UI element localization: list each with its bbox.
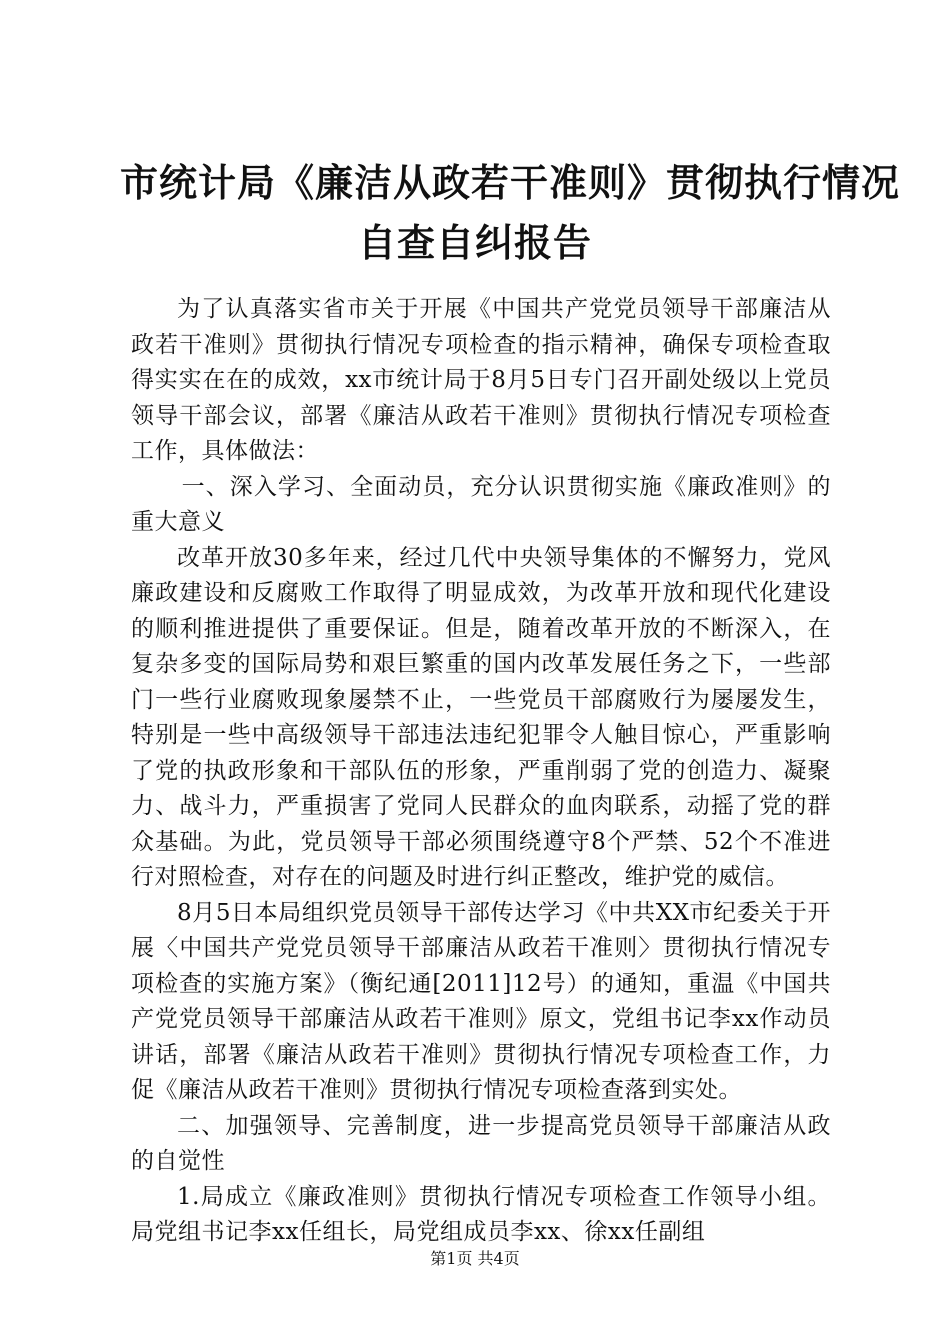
document-title-line-1: 市统计局《廉洁从政若干准则》贯彻执行情况	[120, 160, 901, 205]
paragraph-intro: 为了认真落实省市关于开展《中国共产党党员领导干部廉洁从政若干准则》贯彻执行情况专项检查的指示精神，确保专项检查取得实实在在的成效，xx市统计局于8月5日专门召开副处级以上党员领导干部会议，部署《廉洁从政若干准则》贯彻执行情况专项检查工作，具体做法：	[131, 296, 831, 464]
page-number-footer: 第1页 共4页	[430, 1249, 520, 1268]
paragraph-leadership-group: 1.局成立《廉政准则》贯彻执行情况专项检查工作领导小组。局党组书记李xx任组长，局党组成员李xx、徐xx任副组	[131, 1183, 831, 1245]
document-body	[131, 292, 831, 1251]
paragraph-meeting: 8月5日本局组织党员领导干部传达学习《中共XX市纪委关于开展〈中国共产党党员领导干部廉洁从政若干准则〉贯彻执行情况专项检查的实施方案》（衡纪通[2011]12号）的通知，重温《中国共产党党员领导干部廉洁从政若干准则》原文，党组书记李xx作动员讲话，部署《廉洁从政若干准则》贯彻执行情况专项检查工作，力促《廉洁从政若干准则》贯彻执行情况专项检查落到实处。	[131, 899, 831, 1103]
section-heading-2: 二、加强领导、完善制度，进一步提高党员领导干部廉洁从政的自觉性	[131, 1112, 831, 1174]
paragraph-reform: 改革开放30多年来，经过几代中央领导集体的不懈努力，党风廉政建设和反腐败工作取得了明显成效，为改革开放和现代化建设的顺利推进提供了重要保证。但是，随着改革开放的不断深入，在复杂多变的国际局势和艰巨繁重的国内改革发展任务之下，一些部门一些行业腐败现象屡禁不止，一些党员干部腐败行为屡屡发生，特别是一些中高级领导干部违法违纪犯罪令人触目惊心，严重影响了党的执政形象和干部队伍的形象，严重削弱了党的创造力、凝聚力、战斗力，严重损害了党同人民群众的血肉联系，动摇了党的群众基础。为此，党员领导干部必须围绕遵守8个严禁、52个不准进行对照检查，对存在的问题及时进行纠正整改，维护党的威信。	[131, 544, 831, 890]
document-title-line-2: 自查自纠报告	[357, 220, 592, 265]
section-heading-1: 一、深入学习、全面动员，充分认识贯彻实施《廉政准则》的重大意义	[131, 473, 831, 535]
